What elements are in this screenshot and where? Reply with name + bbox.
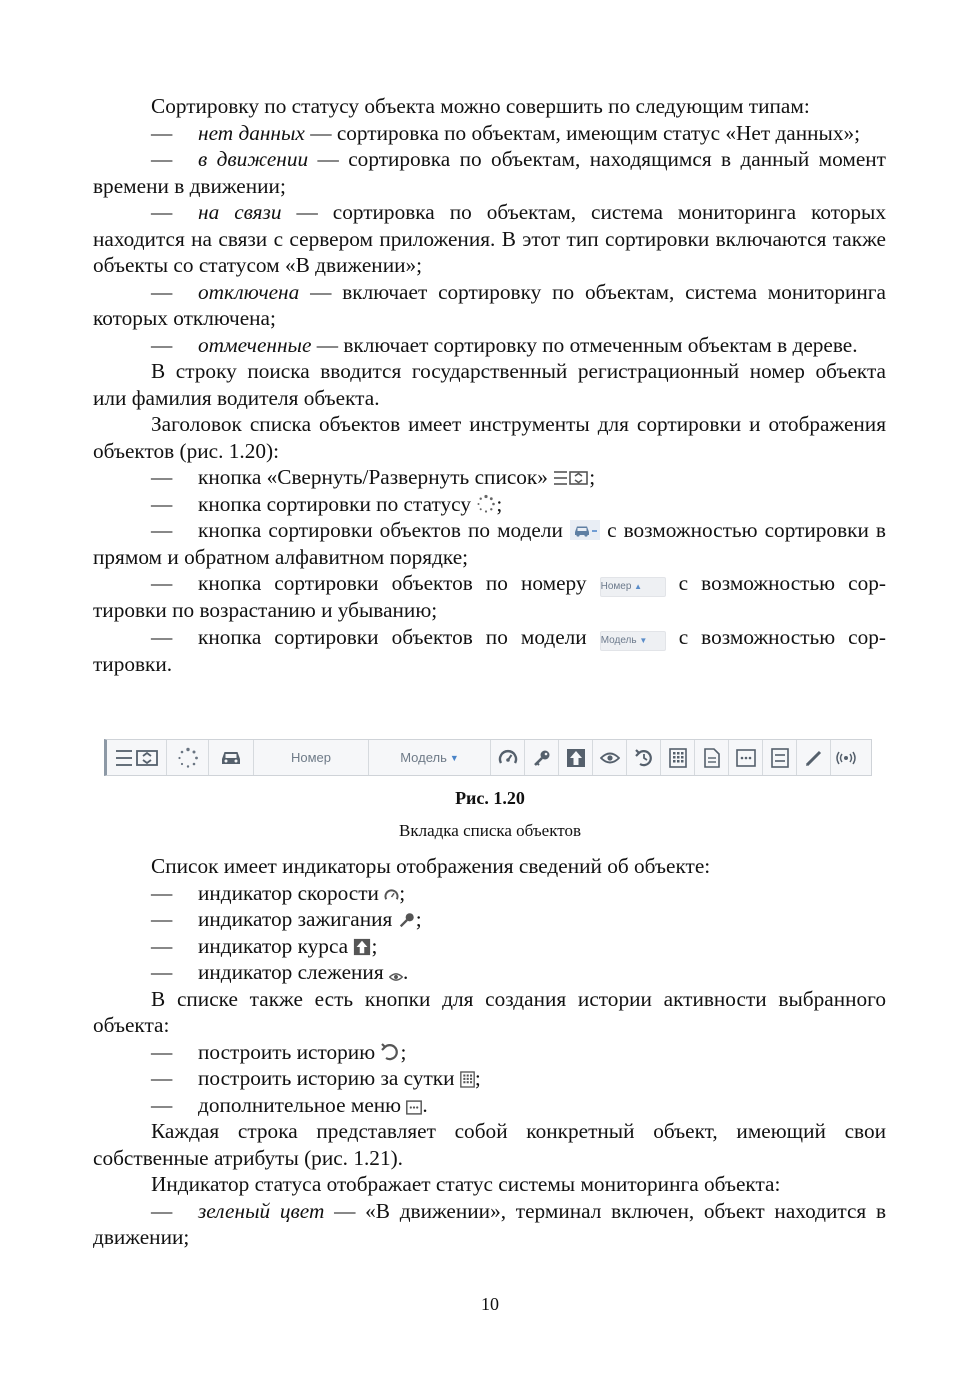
tracking-eye-icon <box>389 972 403 982</box>
history-day-icon <box>669 748 687 768</box>
status-spinner-icon <box>476 494 496 514</box>
status-spinner-icon <box>177 747 199 769</box>
term: зеленый цвет <box>198 1198 325 1223</box>
sort-intro: Сортировку по статусу объекта можно совершить по следующим типам: <box>151 94 810 118</box>
text-block-bottom <box>93 853 886 1251</box>
indicators-intro: Список имеет индикаторы отображения сведений об объекте: <box>151 854 711 878</box>
edit-button[interactable] <box>797 740 831 775</box>
page-number: 10 <box>481 1294 499 1314</box>
indicator-ignition-item: — индикатор зажигания ; <box>151 907 422 931</box>
term: отмеченные <box>198 332 312 357</box>
term: нет данных <box>198 120 305 145</box>
sort-desc-arrow-icon: ▼ <box>639 635 648 645</box>
collapse-expand-icon <box>114 747 160 769</box>
history-day-item: — построить историю за сутки ; <box>151 1066 481 1090</box>
collapse-expand-button[interactable] <box>107 740 167 775</box>
course-arrow-icon <box>566 748 586 768</box>
tool-model-item: — кнопка сортировки объектов по модели с возможностью сортировки в прямом и обратном алфавитном порядке; <box>93 518 886 569</box>
term: на связи <box>198 200 282 224</box>
sort-item-online: — на связи — сортировка по объектам, система мониторинга которых находится на связи с сервером приложения. В этот тип сортировки включаются также объекты со статусом «В движении»; <box>93 200 887 277</box>
list-icon <box>771 748 789 768</box>
ignition-indicator <box>525 740 559 775</box>
number-sort-button[interactable]: Номер <box>254 740 369 775</box>
tracking-eye-icon <box>600 751 620 765</box>
tool-status-item: — кнопка сортировки по статусу ; <box>151 491 503 516</box>
more-menu-item: — дополнительное меню . <box>151 1092 428 1117</box>
course-indicator <box>559 740 593 775</box>
more-menu-button[interactable] <box>729 740 763 775</box>
number-sort-mini-button: Номер ▲ <box>600 577 666 597</box>
build-history-button[interactable] <box>627 740 661 775</box>
sort-item-marked: — отмеченные — включает сортировку по отмеченным объектам в дереве. <box>151 332 858 357</box>
document-button[interactable] <box>695 740 729 775</box>
course-arrow-icon <box>353 938 371 956</box>
history-intro: В списке также есть кнопки для создания истории активности выбранного объекта: <box>93 986 886 1037</box>
indicator-course-item: — индикатор курса ; <box>151 933 378 958</box>
sort-item-offline: — отключена — включает сортировку по объектам, система мониторинга которых отключена; <box>93 279 886 330</box>
object-list-toolbar <box>104 739 872 776</box>
term: отключена <box>198 279 300 304</box>
list-button[interactable] <box>763 740 797 775</box>
history-day-icon <box>460 1071 475 1088</box>
more-menu-icon <box>736 749 756 767</box>
text-block-top <box>93 93 886 677</box>
speed-icon <box>384 888 399 903</box>
car-icon <box>570 520 600 540</box>
term: в движении <box>198 147 309 171</box>
history-item: — построить историю ; <box>151 1039 407 1064</box>
more-menu-icon <box>406 1100 422 1115</box>
document-icon <box>704 748 720 768</box>
sort-item-no-data: — нет данных — сортировка по объектам, имеющим статус «Нет данных»; <box>151 120 861 145</box>
signal-indicator <box>831 740 861 775</box>
model-sort-mini-button: Модель ▼ <box>600 631 666 651</box>
search-paragraph: В строку поиска вводится государственный регистрационный номер объекта или фамилия водителя объекта. <box>93 359 886 410</box>
figure-number: Рис. 1.20 <box>455 788 525 808</box>
car-icon <box>220 749 242 767</box>
tool-collapse-item: — кнопка «Свернуть/Развернуть список» ; <box>151 465 596 489</box>
collapse-expand-icon <box>553 469 589 487</box>
header-tools-intro: Заголовок списка объектов имеет инструменты для сортировки и отображения объектов (рис. 1.20): <box>93 412 886 463</box>
model-name-sort-button[interactable]: Модель ▼ <box>369 740 491 775</box>
history-icon <box>634 748 654 768</box>
tracking-indicator <box>593 740 627 775</box>
indicator-speed-item: — индикатор скорости ; <box>151 880 406 905</box>
status-sort-button[interactable] <box>167 740 209 775</box>
sort-asc-arrow-icon: ▲ <box>634 582 643 591</box>
row-paragraph: Каждая строка представляет собой конкретный объект, имеющий свои собственные атрибуты (рис. 1.21). <box>93 1119 886 1170</box>
sort-item-moving: — в движении — сортировка по объектам, находящимся в данный момент времени в движении; <box>93 147 886 198</box>
ignition-key-icon <box>532 748 552 768</box>
status-green-item: — зеленый цвет — «В движении», терминал включен, объект находится в движении; <box>93 1198 886 1249</box>
history-icon <box>380 1042 400 1062</box>
ignition-key-icon <box>398 911 416 929</box>
signal-icon <box>834 751 858 765</box>
model-sort-button[interactable] <box>209 740 254 775</box>
build-day-history-button[interactable] <box>661 740 695 775</box>
tool-model2-item: — кнопка сортировки объектов по модели Модель ▼ с возможностью сортировки. <box>93 624 886 676</box>
status-intro: Индикатор статуса отображает статус системы мониторинга объекта: <box>151 1172 781 1196</box>
chevron-down-icon: ▼ <box>449 752 459 763</box>
indicator-tracking-item: — индикатор слежения . <box>151 960 409 984</box>
speed-indicator <box>491 740 525 775</box>
edit-pencil-icon <box>804 748 824 768</box>
speed-icon <box>498 748 518 768</box>
figure-caption: Вкладка списка объектов <box>399 821 581 840</box>
tool-number-item: — кнопка сортировки объектов по номеру Номер ▲ с возможностью сортировки по возрастанию и убыванию; <box>93 571 886 622</box>
